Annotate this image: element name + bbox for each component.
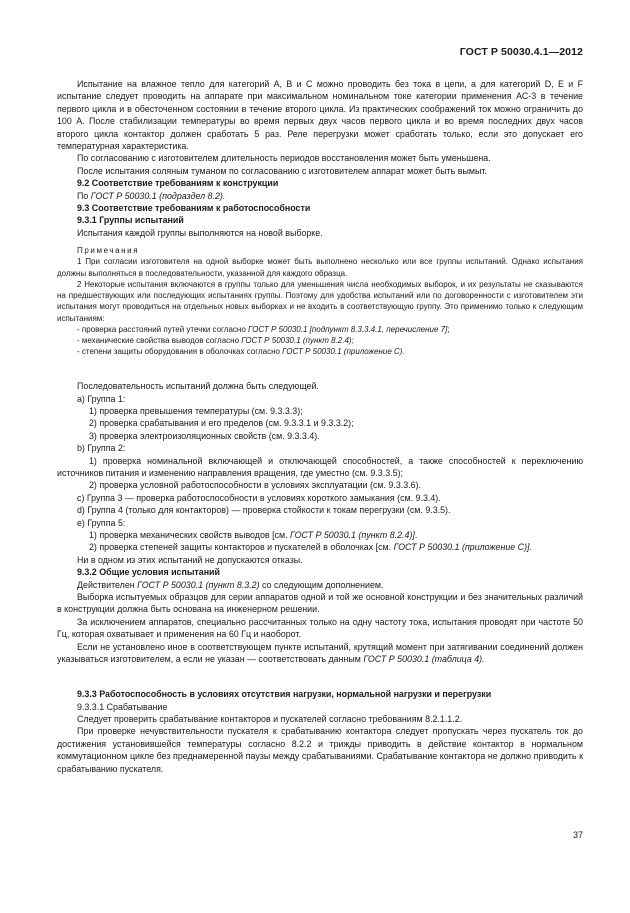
sub-list-item: 1) проверка превышения температуры (см. 9.3.3.3); xyxy=(89,405,303,416)
text-run: Действителен xyxy=(77,579,138,590)
section-heading: 9.2 Соответствие требованиям к конструкции xyxy=(77,178,279,189)
standard-reference: ГОСТ Р 50030.1 (пункт 8.3.2) xyxy=(137,579,260,590)
paragraph: Испытания каждой группы выполняются на новой выборке. xyxy=(77,227,323,238)
section-heading: 9.3.3 Работоспособность в условиях отсутствия нагрузки, нормальной нагрузки и перегрузки xyxy=(77,689,492,700)
text-run: - механические свойства выводов согласно xyxy=(77,335,242,345)
note-list-item xyxy=(57,324,583,335)
list-item: b) Группа 2: xyxy=(77,443,126,454)
paragraph: Испытание на влажное тепло для категорий А, В и С можно проводить без тока в цепи, а для категорий D, Е и F испытание следует проводить на аппарате при максимальном номинальном токе категории применения АС-3 в течение первого цикла и в обесточенном состоянии в течение второго цикла. Из практических соображений ток можно ограничить до 100 А. После стабилизации температуры во время первых двух часов первого цикла и во время последних двух часов второго цикла контактор должен сработать 5 раз. Реле перегрузки может сработать только, если это допускает его температурная характеристика. xyxy=(57,79,583,152)
sub-list-item: 3) проверка электроизоляционных свойств (см. 9.3.3.4). xyxy=(89,430,320,441)
sub-list-item xyxy=(57,529,583,541)
list-item: е) Группа 5: xyxy=(77,517,126,528)
standard-reference: ГОСТ Р 50030.1 (таблица 4). xyxy=(363,654,485,665)
spacer xyxy=(57,674,583,679)
standard-reference: ГОСТ Р 50030.1 (пункт 8.2.4)] xyxy=(290,529,415,540)
text-run: По xyxy=(77,190,91,201)
paragraph xyxy=(57,190,583,202)
paragraph: 9.3.3.1 Срабатывание xyxy=(77,701,168,712)
list-item: с) Группа 3 — проверка работоспособности в условиях короткого замыкания (см. 9.3.4). xyxy=(77,492,441,503)
page-number: 37 xyxy=(572,830,583,840)
paragraph: За исключением аппаратов, специально рассчитанных только на одну частоту тока, испытания проводят при частоте 50 Гц, которая охватывает и применения на 60 Гц и наоборот. xyxy=(57,616,583,640)
standard-reference: ГОСТ Р 50030.1 (подраздел 8.2). xyxy=(90,190,226,201)
note-paragraph: 2 Некоторые испытания включаются в группы только для уменьшения числа необходимых выборок, и их результаты не сказываются на предшествующих или последующих испытаниях группы. Поэтому для удобства испытаний или по договоренности с изготовителем эти испытания могут проводиться на отдельных новых выборках и не входить в соответствующую группу. Это применимо только к следующим испытаниям: xyxy=(57,279,583,323)
paragraph: По согласованию с изготовителем длительность периодов восстановления может быть уменьшена. xyxy=(77,153,491,164)
note-list-item xyxy=(57,346,583,357)
paragraph: При проверке нечувствительности пускателя к срабатыванию контактора следует пропускать через пускатель ток до достижения установившейся температуры согласно 8.2.2 и трижды приводить в действие контактор в нормальном коммутационном цикле без преднамеренной паузы между срабатываниями. Срабатывание контактора не должно приводить к срабатыванию пускателя. xyxy=(57,726,583,774)
paragraph: Последовательность испытаний должна быть следующей. xyxy=(77,381,319,392)
paragraph xyxy=(57,641,583,666)
spacer xyxy=(57,366,583,371)
section-heading: 9.3.2 Общие условия испытаний xyxy=(77,567,220,578)
notes-title: Примечания xyxy=(77,246,140,256)
text-run: со следующим дополнением. xyxy=(259,579,384,590)
text-run: . xyxy=(529,542,532,553)
text-run: 2) проверка степеней защиты контакторов и пускателей в оболочках [см. xyxy=(89,542,394,553)
paragraph: После испытания соляным туманом по согласованию с изготовителем аппарат может быть вымыт. xyxy=(77,165,487,176)
note-paragraph: 1 При согласии изготовителя на одной выборке может быть выполнено несколько или все группы испытаний. Однако испытания должны выполняться в последовательности, указанной для каждого образца. xyxy=(57,257,583,278)
text-run: 1) проверка механических свойств выводов [см. xyxy=(89,529,291,540)
paragraph: Выборка испытуемых образцов для серии аппаратов одной и той же основной конструкции и без значительных различий в конструкции должна быть основана на инженерном решении. xyxy=(57,592,583,615)
document-body xyxy=(57,78,583,775)
paragraph: Ни в одном из этих испытаний не допускаются отказы. xyxy=(77,554,303,565)
paragraph xyxy=(57,579,583,591)
standard-reference: ГОСТ Р 50030.1 (пункт 8.2.4); xyxy=(241,335,354,345)
paragraph: Следует проверить срабатывание контакторов и пускателей согласно требованиям 8.2.1.1.2. xyxy=(77,714,463,725)
text-run: Если не установлено иное в соответствующем пункте испытаний, крутящий момент при затягивании соединений должен указываться изготовителем, а если не указан — соответствовать данным xyxy=(57,641,583,665)
sub-list-item xyxy=(57,541,583,553)
text-run: - степени защиты оборудования в оболочках согласно xyxy=(77,347,283,357)
standard-reference: ГОСТ Р 50030.1 (приложение С)] xyxy=(393,542,530,553)
document-header: ГОСТ Р 50030.4.1—2012 xyxy=(459,46,583,58)
section-heading: 9.3.1 Группы испытаний xyxy=(77,215,184,226)
text-run: ; xyxy=(447,324,450,334)
text-run: . xyxy=(414,529,418,540)
standard-reference: ГОСТ Р 50030.1 (приложение С). xyxy=(282,347,405,357)
list-item: d) Группа 4 (только для контакторов) — проверка стойкости к токам перегрузки (см. 9.3.5). xyxy=(77,505,451,516)
note-list-item xyxy=(57,335,583,346)
sub-list-item: 2) проверка условной работоспособности в условиях эксплуатации (см. 9.3.3.6). xyxy=(89,480,421,491)
list-item: a) Группа 1: xyxy=(77,393,126,404)
section-heading: 9.3 Соответствие требованиям к работоспособности xyxy=(77,203,311,214)
sub-list-item: 2) проверка срабатывания и его пределов (см. 9.3.3.1 и 9.3.3.2); xyxy=(89,418,354,429)
text-run: - проверка расстояний путей утечки согласно xyxy=(77,324,249,334)
sub-list-item: 1) проверка номинальной включающей и отключающей способностей, а также способностей к переключению источников питания и изменению направления вращения, где уместно (см. 9.3.3.5); xyxy=(57,455,583,478)
standard-reference: ГОСТ Р 50030.1 [подпункт 8.3.3.4.1, перечисление 7] xyxy=(248,324,448,334)
